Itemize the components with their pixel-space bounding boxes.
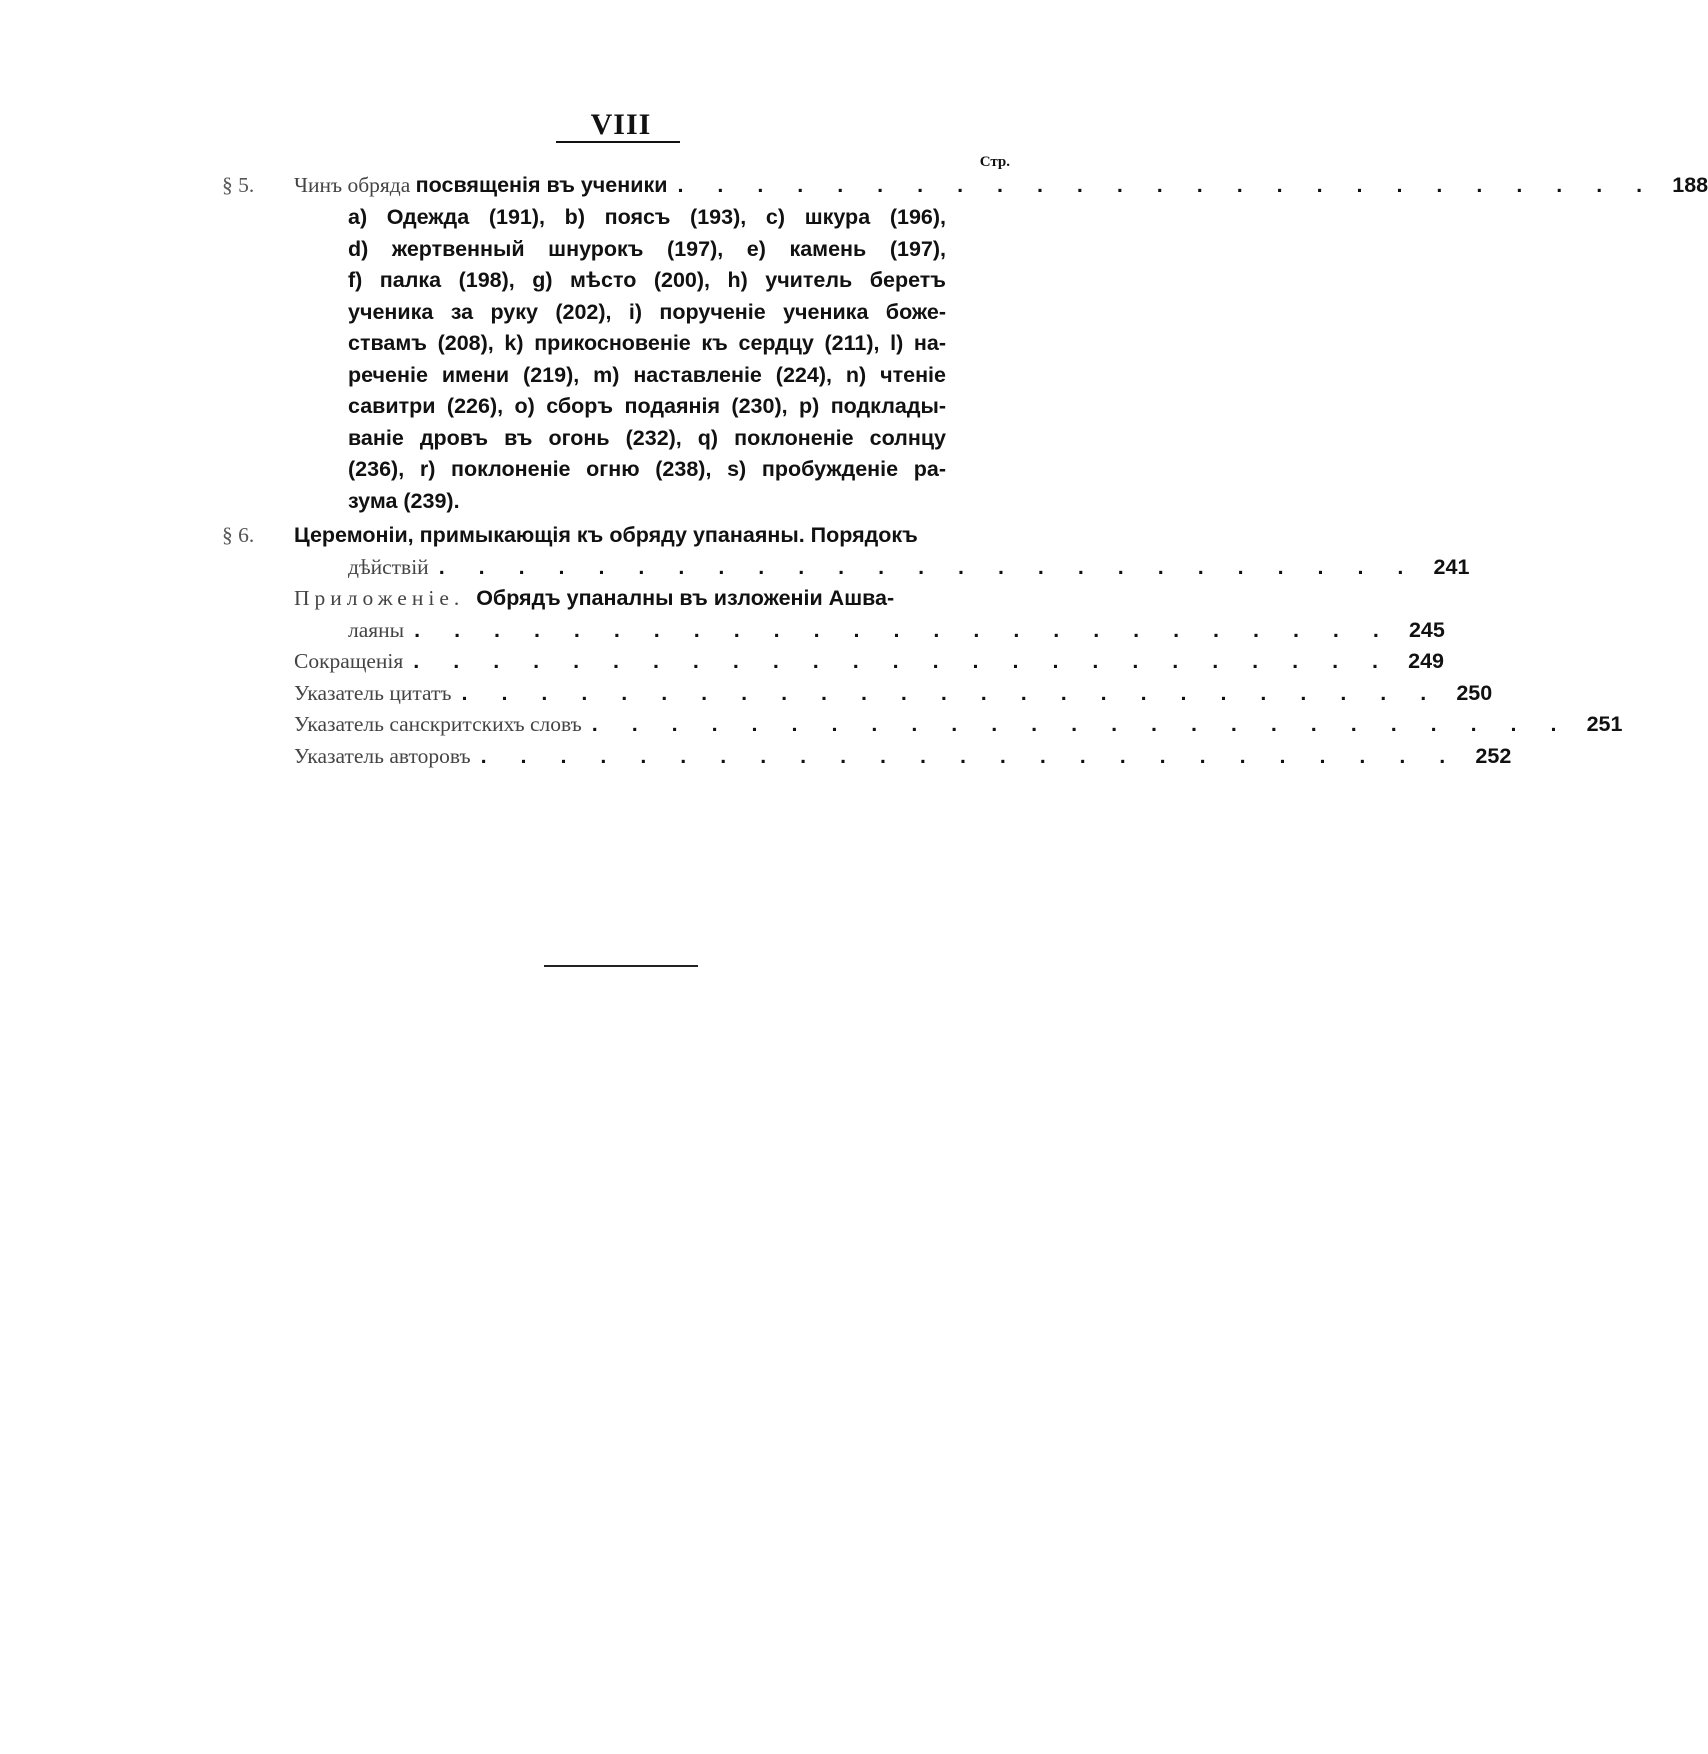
toc-index-list	[294, 646, 1623, 772]
contents-line: а) Одежда (191), b) поясъ (193), c) шкура (196),	[348, 205, 946, 229]
contents-line: ваніе дровъ въ огонь (232), q) поклоненіе солнцу	[348, 425, 946, 450]
contents-line: (236), r) поклоненіе огню (238), s) пробужденіе ра-	[348, 457, 946, 481]
dot-leader: . . . . . . . . . . . . . . . . . . . . . . . . .	[677, 173, 1657, 197]
header-rule	[556, 141, 680, 143]
contents-line: ученика за руку (202), i) порученіе ученика боже-	[348, 299, 946, 324]
page-column-label: Стр.	[979, 154, 1010, 170]
section-title: посвященія въ ученики	[415, 173, 668, 197]
section-5-contents	[348, 202, 946, 517]
contents-line: зума (239).	[348, 488, 460, 513]
toc-entry-row	[348, 552, 1470, 584]
appendix-title-cont: лаяны	[348, 617, 405, 642]
page-ref: 188	[1672, 173, 1708, 197]
dot-leader: . . . . . . . . . . . . . . . . . . . . . . . . .	[413, 649, 1392, 673]
page-ref: 245	[1408, 617, 1445, 642]
page-ref: 250	[1456, 680, 1493, 705]
index-title: Сокращенія	[294, 649, 404, 673]
index-title: Указатель авторовъ	[294, 743, 471, 768]
section-title: Церемоніи, примыкающія къ обряду упанаяны. Порядокъ	[294, 523, 918, 547]
section-number: § 6.	[222, 523, 255, 547]
toc-entry-section-6	[222, 520, 1470, 583]
section-title-cont: дѣйствій	[348, 554, 429, 579]
index-title: Указатель санскритскихъ словъ	[294, 712, 582, 736]
dot-leader: . . . . . . . . . . . . . . . . . . . . . . . . .	[414, 617, 1393, 642]
toc-entry-row	[294, 709, 1623, 741]
toc-entry-row	[294, 678, 1493, 710]
toc-entry-appendix	[294, 583, 1445, 646]
toc-entry-section-5	[222, 170, 1708, 202]
contents-line: реченіе имени (219), m) наставленіе (224), n) чтеніе	[348, 362, 946, 387]
end-rule	[544, 965, 698, 967]
page-ref: 249	[1408, 649, 1444, 673]
contents-line: f) палка (198), g) мѣсто (200), h) учитель беретъ	[348, 268, 946, 292]
toc-entry-row	[294, 646, 1444, 678]
contents-line: ствамъ (208), k) прикосновеніе къ сердцу (211), l) на-	[348, 331, 946, 355]
index-title: Указатель цитатъ	[294, 680, 452, 705]
page-ref: 252	[1475, 743, 1512, 768]
section-title-prefix: Чинъ обряда	[294, 173, 416, 197]
appendix-title: Обрядъ упаналны въ изложеніи Ашва-	[476, 586, 895, 610]
toc-entry-row	[294, 170, 1708, 202]
page-ref: 241	[1433, 554, 1470, 579]
toc-entry-row	[294, 520, 1012, 552]
contents-line: савитри (226), o) сборъ подаянія (230), p) подклады-	[348, 394, 946, 418]
page-number: VIII	[590, 108, 652, 141]
dot-leader: . . . . . . . . . . . . . . . . . . . . . . . . .	[461, 680, 1441, 705]
page-ref: 251	[1586, 712, 1623, 736]
contents-line: d) жертвенный шнурокъ (197), e) камень (197),	[348, 236, 946, 261]
dot-leader: . . . . . . . . . . . . . . . . . . . . . . . . .	[480, 743, 1460, 768]
section-number: § 5.	[222, 173, 255, 197]
dot-leader: . . . . . . . . . . . . . . . . . . . . . . . . .	[438, 554, 1418, 579]
appendix-label: Приложеніе.	[294, 586, 465, 610]
toc-entry-row	[294, 583, 1012, 615]
toc-entry-row	[294, 741, 1512, 773]
dot-leader: . . . . . . . . . . . . . . . . . . . . . . . . .	[591, 712, 1571, 736]
toc-entry-row	[348, 615, 1445, 647]
